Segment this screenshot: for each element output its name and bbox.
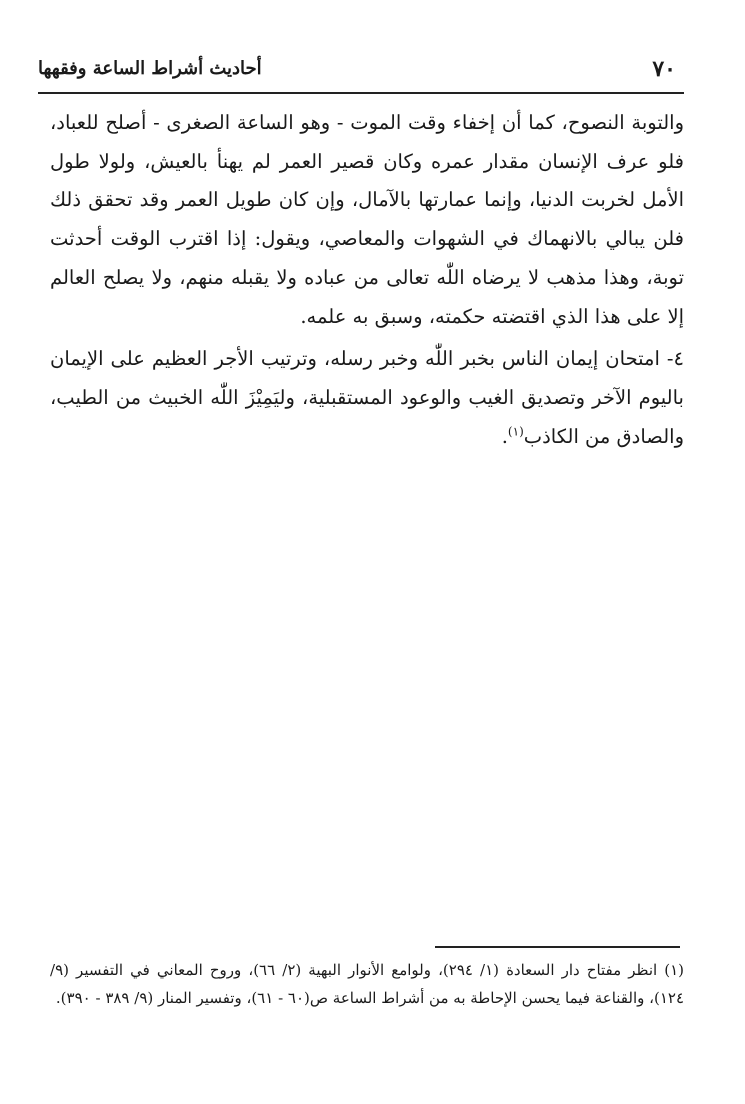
paragraph-1: والتوبة النصوح، كما أن إخفاء وقت الموت - وهو الساعة الصغرى - أصلح للعباد، فلو عرف الإنسان مقدار عمره وكان قصير العمر لم يهنأ بالعيش، ولولا طول الأمل لخربت الدنيا، وإنما عمارتها بالآمال، وإن كان طويل العمر وقد تحقق ذلك فلن يبالي بالانهماك في الشهوات والمعاصي، ويقول: إذا اقترب الوقت أحدثت توبة، وهذا مذهب لا يرضاه اللّٰه تعالى من عباده ولا يقبله منهم، ولا يصلح العالم إلا على هذا الذي اقتضته حكمته، وسبق به علمه.: [50, 111, 684, 328]
footnotes-section: [50, 956, 684, 1012]
footnote-divider: [435, 946, 680, 948]
running-title: أحاديث أشراط الساعة وفقهها: [38, 58, 262, 79]
numbered-point-4: [50, 340, 684, 456]
point-4-end: .: [501, 424, 508, 448]
page-number: ٧٠: [652, 56, 676, 82]
point-number: ٤-: [666, 347, 684, 371]
main-text: [50, 104, 684, 456]
footnote-1: (١) انظر مفتاح دار السعادة (١/ ٢٩٤)، ولوامع الأنوار البهية (٢/ ٦٦)، وروح المعاني في التفسير (٩/ ١٢٤)، والقناعة فيما يحسن الإحاطة به من أشراط الساعة ص(٦٠ - ٦١)، وتفسير المنار (٩/ ٣٨٩ - ٣٩٠).: [50, 961, 685, 1007]
point-4-text: امتحان إيمان الناس بخبر اللّٰه وخبر رسله، وترتيب الأجر العظيم على الإيمان باليوم الآخر وتصديق الغيب والوعود المستقبلية، وليَمِيْزَ اللّٰه الخبيث من الطيب، والصادق من الكاذب: [50, 347, 684, 448]
footnote-reference[interactable]: (١): [507, 424, 524, 439]
page-header: [38, 52, 684, 94]
